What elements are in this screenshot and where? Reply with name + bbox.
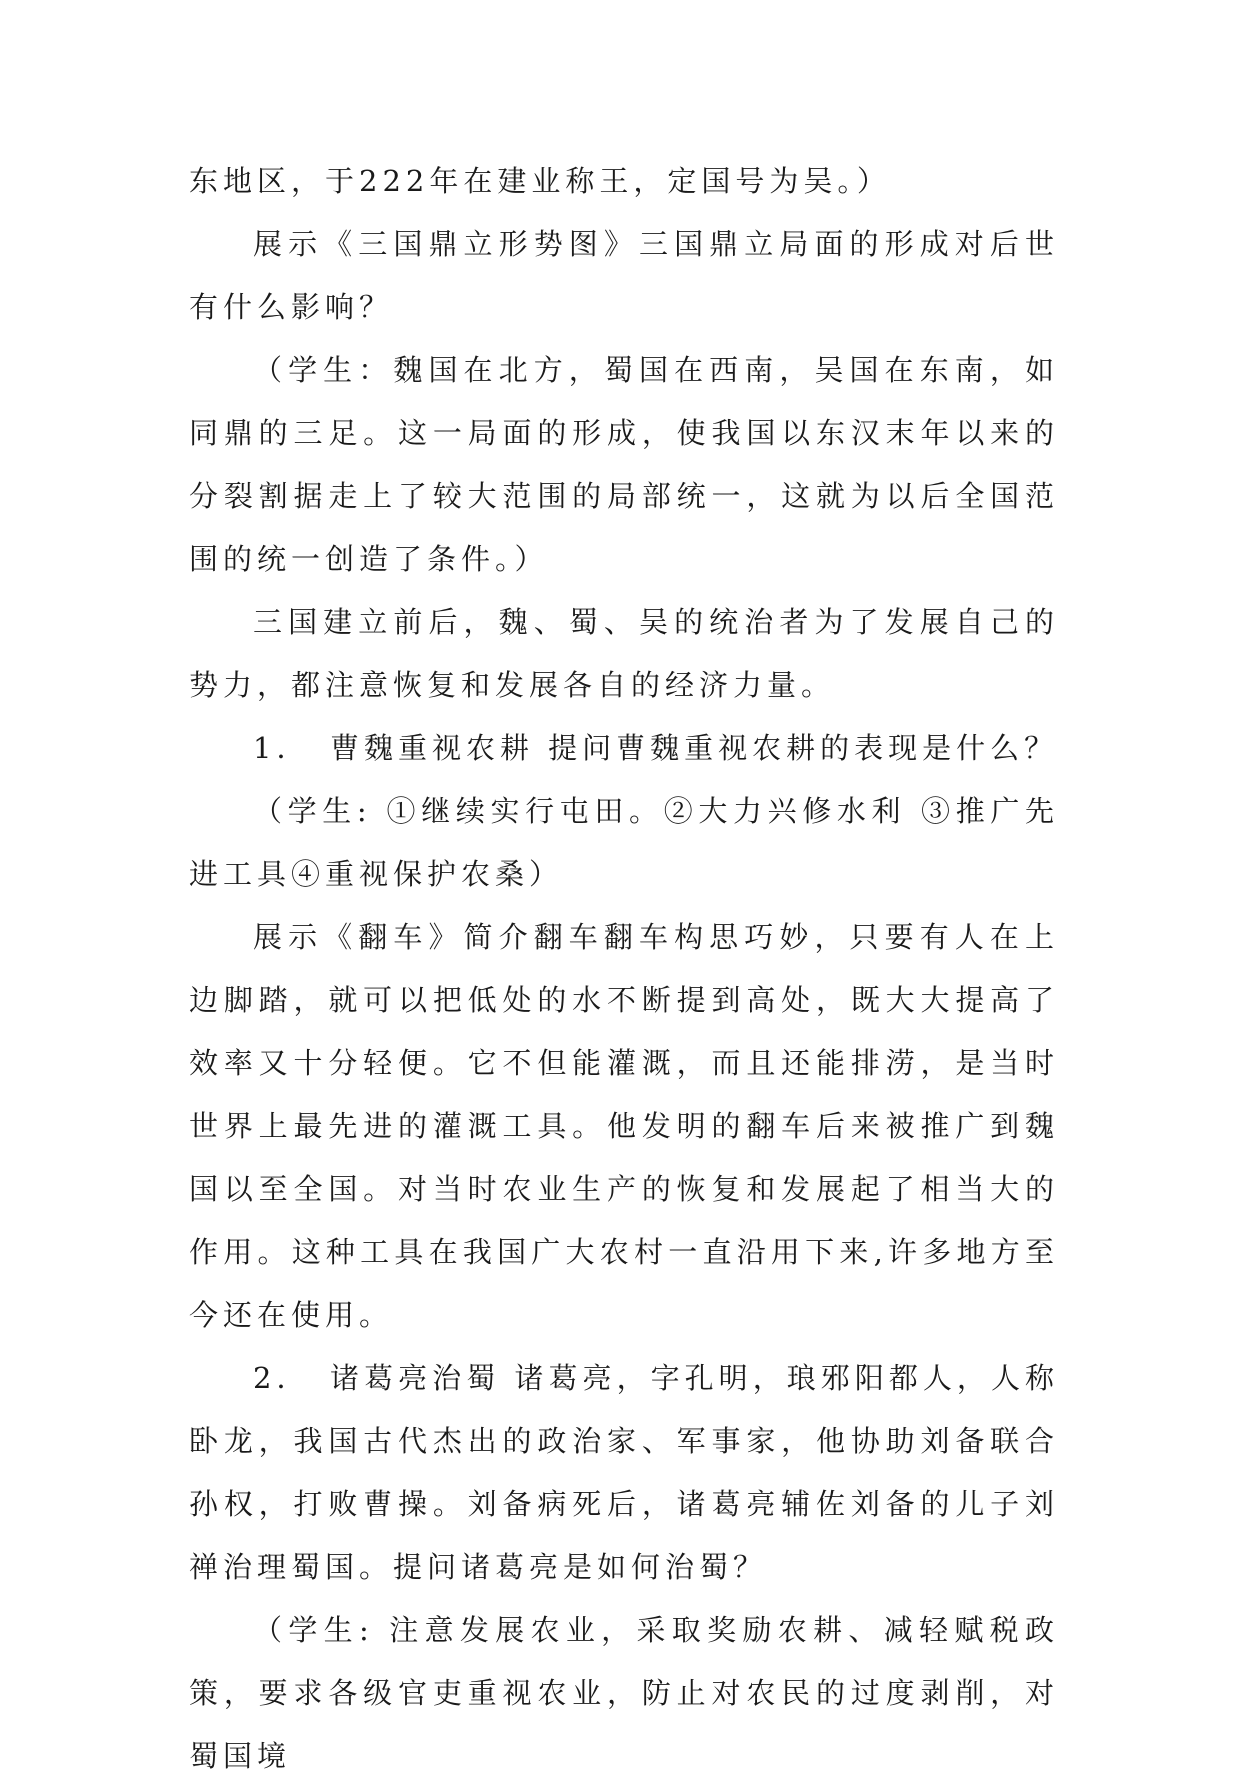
paragraph-8: 2． 诸葛亮治蜀 诸葛亮，字孔明，琅邪阳都人，人称卧龙，我国古代杰出的政治家、军事家，他协助刘备联合孙权，打败曹操。刘备病死后，诸葛亮辅佐刘备的儿子刘禅治理蜀国。提问诸葛亮是如何治蜀？ <box>189 1361 1059 1584</box>
paragraph-1: 东地区，于222年在建业称王，定国号为吴。） <box>189 164 891 198</box>
paragraph-9: （学生: 注意发展农业，采取奖励农耕、减轻赋税政策，要求各级官吏重视农业，防止对农民的过度剥削，对蜀国境 <box>189 1613 1059 1773</box>
document-page <box>189 150 1059 1788</box>
paragraph-5: 1． 曹魏重视农耕 提问曹魏重视农耕的表现是什么？ <box>253 731 1059 765</box>
paragraph-3: （学生：魏国在北方，蜀国在西南，吴国在东南，如同鼎的三足。这一局面的形成，使我国以东汉末年以来的分裂割据走上了较大范围的局部统一，这就为以后全国范围的统一创造了条件。） <box>189 353 1059 576</box>
paragraph-6: （学生: ①继续实行屯田。②大力兴修水利 ③推广先进工具④重视保护农桑） <box>189 794 1059 891</box>
paragraph-4: 三国建立前后，魏、蜀、吴的统治者为了发展自己的势力，都注意恢复和发展各自的经济力量。 <box>189 605 1059 702</box>
paragraph-7: 展示《翻车》简介翻车翻车构思巧妙，只要有人在上边脚踏，就可以把低处的水不断提到高处，既大大提高了效率又十分轻便。它不但能灌溉，而且还能排涝，是当时世界上最先进的灌溉工具。他发明的翻车后来被推广到魏国以至全国。对当时农业生产的恢复和发展起了相当大的作用。这种工具在我国广大农村一直沿用下来,许多地方至今还在使用。 <box>189 920 1059 1332</box>
paragraph-2: 展示《三国鼎立形势图》三国鼎立局面的形成对后世有什么影响？ <box>189 227 1059 324</box>
